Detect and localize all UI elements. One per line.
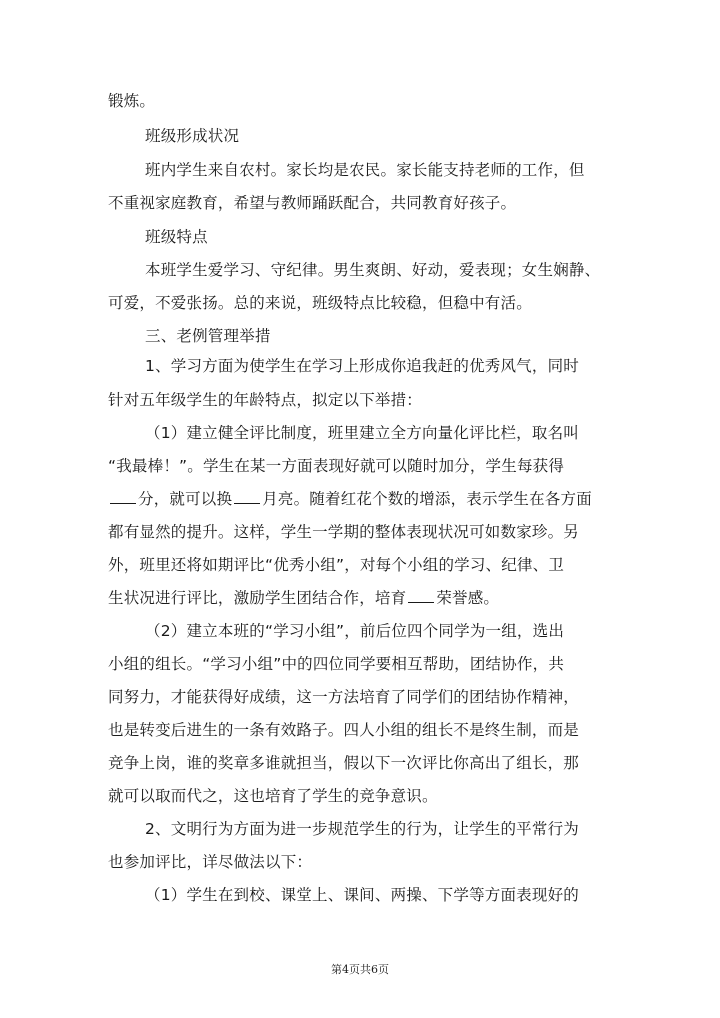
paragraph-line-with-blanks — [108, 489, 592, 509]
paragraph-line-with-blanks — [108, 588, 499, 608]
page-number-footer: 第4页共6页 — [331, 963, 389, 976]
section-heading: 三、老例管理举措 — [145, 327, 271, 345]
paragraph-line: 2、文明行为方面为进一步规范学生的行为，让学生的平常行为 — [145, 820, 579, 838]
paragraph-line: 可爱，不爱张扬。总的来说，班级特点比较稳，但稳中有活。 — [108, 294, 532, 312]
paragraph-line: 外，班里还将如期评比“优秀小组”，对每个小组的学习、纪律、卫 — [108, 556, 565, 574]
fill-in-blank — [234, 489, 260, 504]
paragraph-line: （1）建立健全评比制度，班里建立全方向量化评比栏，取名叫 — [145, 424, 579, 442]
paragraph-line: 也参加评比，详尽做法以下： — [108, 853, 313, 871]
paragraph-line: 1、学习方面为使学生在学习上形成你追我赶的优秀风气，同时 — [145, 357, 579, 375]
section-heading: 班级形成状况 — [145, 127, 240, 145]
paragraph-line: 锻炼。 — [108, 92, 156, 110]
line-segment: 荣誉感。 — [436, 589, 500, 607]
paragraph-line: 小组的组长。“学习小组”中的四位同学要相互帮助，团结协作，共 — [108, 655, 565, 673]
paragraph-line: 同努力，才能获得好成绩，这一方法培育了同学们的团结协作精神， — [108, 688, 580, 706]
paragraph-line: 针对五年级学生的年龄特点，拟定以下举措： — [108, 391, 423, 409]
section-heading: 班级特点 — [145, 228, 208, 246]
paragraph-line: “我最棒！”。学生在某一方面表现好就可以随时加分，学生每获得 — [108, 457, 565, 475]
paragraph-line: （2）建立本班的“学习小组”，前后位四个同学为一组，选出 — [145, 622, 565, 640]
paragraph-line: 不重视家庭教育，希望与教师踊跃配合，共同教育好孩子。 — [108, 194, 517, 212]
paragraph-line: 班内学生来自农村。家长均是农民。家长能支持老师的工作，但 — [145, 161, 585, 179]
line-segment: 生状况进行评比，激励学生团结合作，培育 — [108, 589, 407, 607]
fill-in-blank — [408, 588, 434, 603]
fill-in-blank — [110, 489, 136, 504]
line-segment: 分，就可以换 — [138, 490, 233, 508]
paragraph-line: 都有显然的提升。这样，学生一学期的整体表现状况可如数家珍。另 — [108, 523, 580, 541]
paragraph-line: （1）学生在到校、课堂上、课间、两操、下学等方面表现好的 — [145, 886, 579, 904]
paragraph-line: 竞争上岗，谁的奖章多谁就担当，假以下一次评比你高出了组长，那 — [108, 754, 580, 772]
paragraph-line: 就可以取而代之，这也培育了学生的竞争意识。 — [108, 787, 438, 805]
paragraph-line: 也是转变后进生的一条有效路子。四人小组的组长不是终生制，而是 — [108, 721, 580, 739]
paragraph-line: 本班学生爱学习、守纪律。男生爽朗、好动，爱表现；女生娴静、 — [145, 261, 601, 279]
line-segment: 月亮。随着红花个数的增添，表示学生在各方面 — [262, 490, 592, 508]
